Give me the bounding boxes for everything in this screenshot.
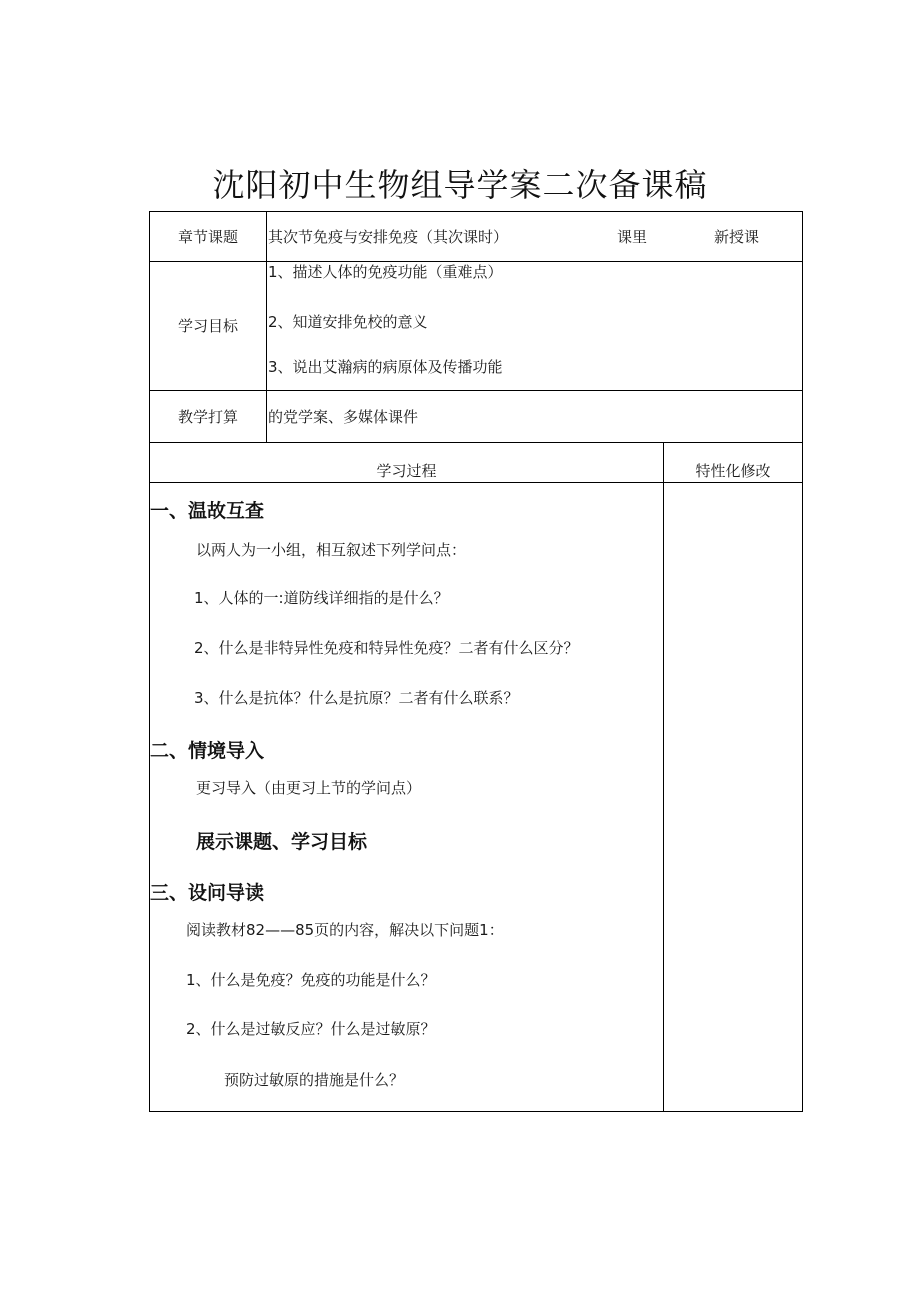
label-column-divider xyxy=(266,211,267,443)
chapter-label: 章节课题 xyxy=(177,228,238,246)
personal-column-divider xyxy=(663,442,664,1112)
chapter-value: 其次节免疫与安排免疫（其次课时） xyxy=(268,228,509,246)
process-column-header: 学习过程 xyxy=(376,462,437,480)
table-rule-3 xyxy=(149,442,803,443)
review-question: 3、什么是抗体？什么是抗原？二者有什么联系？ xyxy=(194,689,519,707)
review-question: 2、什么是非特异性免疫和特异性免疫？二者有什么区分？ xyxy=(194,639,579,657)
section-heading-review: 一、温故互查 xyxy=(150,500,265,522)
table-rule-2 xyxy=(149,390,803,391)
reading-question: 预防过敏原的措施是什么？ xyxy=(224,1071,405,1089)
table-rule-1 xyxy=(149,261,803,262)
intro-line: 更习导入（由更习上节的学问点） xyxy=(196,779,422,797)
table-border-bottom xyxy=(149,1111,803,1112)
review-intro: 以两人为一小组，相互叙述下列学问点： xyxy=(196,541,467,559)
lesson-type-label: 课里 xyxy=(617,228,648,246)
goal-item: 1、描述人体的免疫功能（重难点） xyxy=(268,263,503,281)
prep-value: 的党学案、多媒体课件 xyxy=(268,408,419,426)
goal-item: 2、知道安排免校的意义 xyxy=(268,313,428,331)
lesson-type-value: 新授课 xyxy=(714,228,760,246)
subheading-goals: 展示课题、学习目标 xyxy=(196,831,368,853)
section-heading-reading: 三、设问导读 xyxy=(150,882,265,904)
personal-column-header: 特性化修改 xyxy=(695,462,771,480)
goals-label: 学习目标 xyxy=(177,317,238,335)
table-border-right xyxy=(802,211,803,1112)
table-rule-4 xyxy=(149,482,803,483)
section-heading-intro: 二、情境导入 xyxy=(150,740,265,762)
reading-question: 2、什么是过敏反应？什么是过敏原？ xyxy=(186,1020,436,1038)
table-border-top xyxy=(149,211,803,212)
reading-question: 1、什么是免疫？免疫的功能是什么？ xyxy=(186,971,436,989)
reading-intro: 阅读教材82——85页的内容，解决以下问题1： xyxy=(186,921,504,939)
goal-item: 3、说出艾瀚病的病原体及传播功能 xyxy=(268,358,503,376)
page-title: 沈阳初中生物组导学案二次备课稿 xyxy=(212,166,708,204)
table-border-left xyxy=(149,211,150,1112)
prep-label: 教学打算 xyxy=(177,408,238,426)
review-question: 1、人体的一:道防线详细指的是什么？ xyxy=(194,589,449,607)
